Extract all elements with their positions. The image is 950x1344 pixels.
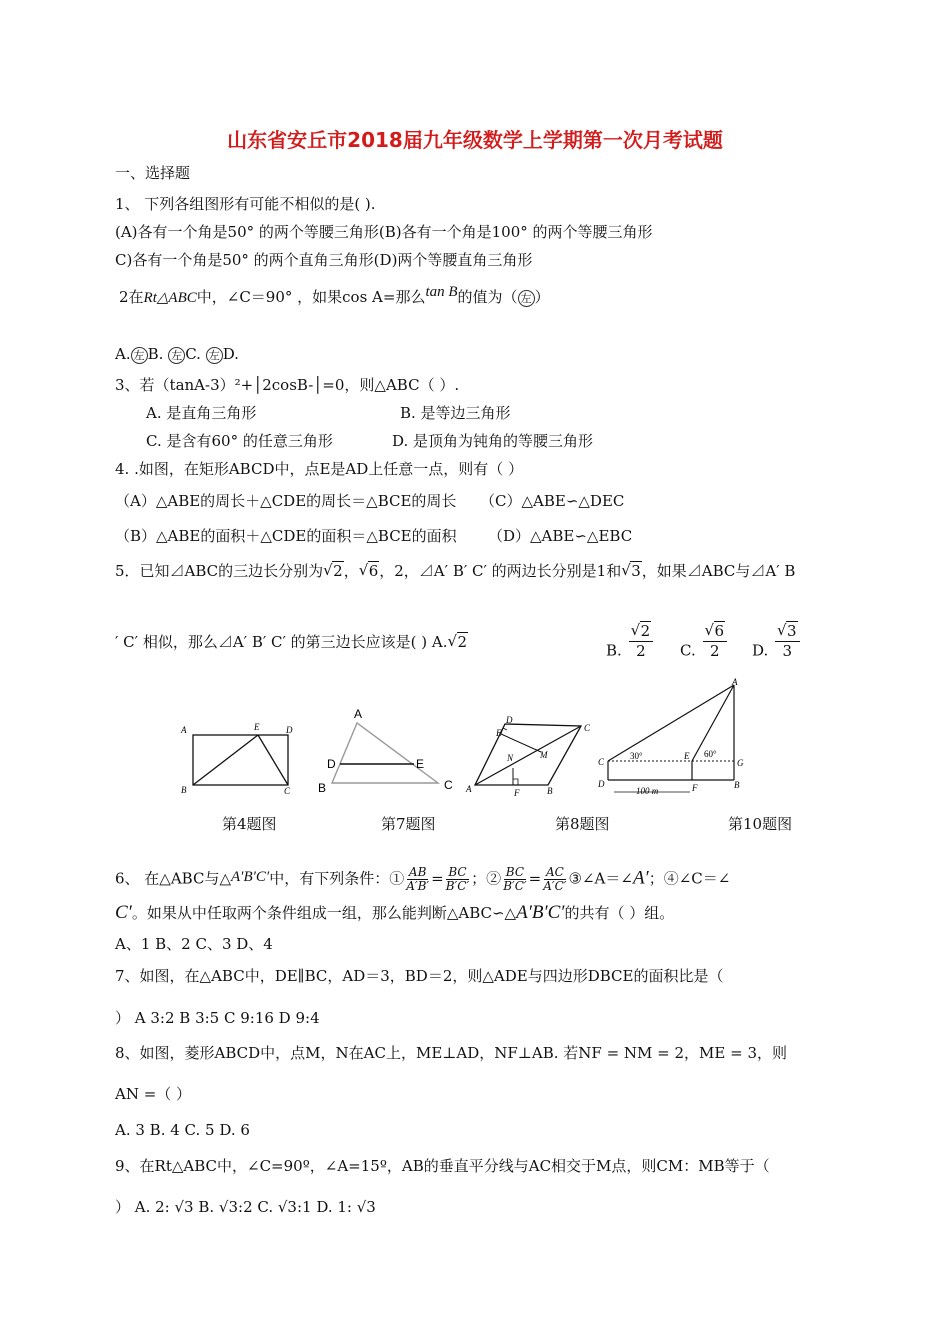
figure-10-tower: [594, 675, 754, 805]
label-a: A: [181, 725, 187, 735]
q2-opt-a: A.: [115, 345, 131, 363]
q3-option-d: D. 是顶角为钝角的等腰三角形: [392, 432, 594, 450]
label-e: E: [684, 751, 690, 761]
question-2-options: [115, 344, 239, 364]
denominator: 2: [636, 642, 646, 660]
q6-angle-a: A′: [632, 867, 649, 889]
q2-suffix: 的值为（: [457, 288, 518, 306]
denominator: B′C′: [445, 879, 470, 893]
label-d: D: [506, 715, 513, 725]
label-c: C: [598, 757, 605, 767]
fraction: [629, 622, 654, 661]
q6-text-3: ；②: [471, 869, 502, 888]
fraction: [775, 622, 800, 661]
q4-option-d: （D）△ABE∽△EBC: [488, 527, 633, 545]
label-c: C: [584, 723, 591, 733]
figure-7-caption: 第7题图: [381, 815, 436, 833]
figure-10-caption: 第10题图: [728, 815, 793, 833]
question-3-stem: 3、若（tanA-3）²+│2cosB-│=0，则△ABC（ ）.: [115, 376, 460, 394]
label-c: C: [284, 786, 291, 796]
question-8-options: A. 3 B. 4 C. 5 D. 6: [115, 1121, 250, 1139]
numerator: AC: [545, 865, 564, 879]
fraction-bc-ratio: [503, 866, 526, 893]
label-e: E: [496, 728, 502, 738]
missing-formula-mark: 左: [168, 347, 185, 364]
q2-opt-c: C.: [185, 345, 201, 363]
q5-text-3: ，如果⊿ABC与⊿A′ B: [641, 562, 796, 580]
question-2-stem: [119, 284, 550, 308]
label-c: C: [444, 778, 453, 792]
figure-8-caption: 第8题图: [555, 815, 610, 833]
option-label: B.: [606, 641, 622, 660]
numerator: BC: [505, 865, 525, 879]
q5-option-c: [680, 622, 729, 671]
label-f: F: [514, 788, 520, 798]
radicand: 3: [631, 562, 641, 580]
question-1-options-cd: C)各有一个角是50° 的两个直角三角形(D)两个等腰直角三角形: [115, 251, 533, 269]
q5-text-2: ，2，⊿A′ B′ C′ 的两边长分别是1和: [379, 562, 622, 580]
page-title: 山东省安丘市2018届九年级数学上学期第一次月考试题: [227, 128, 723, 152]
q2-prefix: 2在: [119, 288, 144, 306]
fraction-ab-ratio: [406, 866, 429, 893]
fraction: [703, 622, 728, 661]
label-b: B: [318, 781, 327, 795]
label-g: G: [737, 758, 744, 768]
question-6-line1: 6、 在△ABC与△A′B′C′中，有下列条件：① $\frac{AB}{A'B'}$ = $\frac{BC}{B'C'}$ ；② $\frac{BC}{B'C'}$ = $\frac{AC}{A'C'}$ ③∠A＝∠A′；④∠C＝∠: [115, 865, 731, 893]
angle-60: 60°: [704, 749, 717, 759]
radicand: 6: [368, 562, 379, 580]
missing-formula-mark: 左: [518, 290, 535, 307]
q2-close: ）: [534, 288, 550, 306]
question-6-line2: [115, 903, 674, 923]
question-1-stem: 1、 下列各组图形有可能不相似的是( ).: [115, 195, 376, 213]
option-label: C.: [680, 641, 696, 660]
q4-option-a: （A）△ABE的周长＋△CDE的周长＝△BCE的周长: [115, 492, 457, 510]
label-b: B: [734, 780, 740, 790]
sqrt-2: [448, 632, 469, 652]
q6-text-6: 。如果从中任取两个条件组成一组，那么能判断△ABC∽△: [131, 904, 517, 922]
q5-option-d: [752, 622, 802, 671]
figure-8-rhombus: [463, 712, 598, 802]
label-n: N: [507, 753, 514, 763]
q6-text-4: ③∠A＝∠: [568, 869, 633, 888]
q2-opt-d: D.: [222, 345, 239, 363]
q6-text-7: 的共有（ ）组。: [564, 904, 675, 922]
denominator: 3: [782, 642, 793, 660]
denominator: B′C′: [503, 879, 527, 893]
distance-label: 100 m: [636, 786, 659, 796]
q2-mid: 中，∠C＝90° ，如果cos A=那么: [196, 288, 426, 306]
missing-formula-mark: 左: [131, 347, 148, 364]
label-d: D: [286, 725, 293, 735]
comma: ，: [343, 562, 359, 580]
question-7-stem: 7、如图，在△ABC中，DE∥BC，AD＝3，BD＝2，则△ADE与四边形DBCE的面积比是（: [115, 967, 724, 985]
radicand: 2: [640, 622, 651, 640]
label-b: B: [181, 785, 187, 795]
figure-7-triangle: [310, 705, 460, 800]
figure-4-rectangle: [178, 720, 298, 800]
label-a: A: [466, 784, 472, 794]
denominator: A′B′: [406, 879, 430, 893]
label-f: F: [692, 783, 698, 793]
numerator: BC: [448, 865, 467, 879]
label-e: E: [416, 757, 425, 771]
option-label: D.: [752, 641, 769, 660]
label-a: A: [732, 677, 738, 687]
denominator: 2: [710, 642, 720, 660]
fraction-bc-ratio: [446, 866, 469, 893]
q5-text-1: 5．已知⊿ABC的三边长分别为: [115, 562, 324, 580]
question-9-options: ） A. 2: √3 B. √3:2 C. √3:1 D. 1: √3: [115, 1198, 376, 1216]
question-7-options: ） A 3:2 B 3:5 C 9:16 D 9:4: [115, 1009, 320, 1027]
q5-text-4: ′ C′ 相似，那么⊿A′ B′ C′ 的第三边长应该是( ) A.: [115, 633, 448, 651]
angle-30: 30°: [630, 751, 643, 761]
q6-text-5: ；④∠C＝∠: [648, 869, 731, 888]
q6-text-2: 中，有下列条件：①: [269, 869, 405, 888]
fraction-ac-ratio: [543, 866, 566, 893]
question-5-line2: [115, 632, 468, 652]
question-1-options-ab: (A)各有一个角是50° 的两个等腰三角形(B)各有一个角是100° 的两个等腰三角形: [115, 223, 653, 241]
sqrt-6: [359, 561, 380, 581]
q3-option-c: C. 是含有60° 的任意三角形: [146, 432, 333, 450]
q2-tanb: tan B: [425, 284, 458, 300]
missing-formula-mark: 左: [206, 347, 223, 364]
label-d: D: [598, 779, 605, 789]
question-4-stem: 4. .如图，在矩形ABCD中，点E是AD上任意一点，则有（ ）: [115, 460, 524, 478]
radicand: 2: [333, 562, 343, 580]
label-d: D: [327, 757, 336, 771]
section-heading: 一、选择题: [115, 164, 191, 182]
figure-4-caption: 第4题图: [222, 815, 277, 833]
denominator: A′C′: [543, 879, 567, 893]
q2-opt-b: B.: [147, 345, 164, 363]
q4-option-b: （B）△ABE的面积＋△CDE的面积＝△BCE的面积: [115, 527, 457, 545]
q6-angle-c: C′: [115, 902, 132, 923]
question-8-line2: AN =（ ）: [115, 1085, 192, 1103]
label-a: A: [354, 707, 363, 721]
sqrt-2: [323, 561, 344, 581]
radicand: 2: [457, 633, 468, 651]
question-6-options: A、1 B、2 C、3 D、4: [115, 935, 273, 953]
sqrt-3: [621, 561, 642, 581]
label-e: E: [254, 722, 260, 732]
q3-option-b: B. 是等边三角形: [400, 404, 511, 422]
q2-triangle: Rt△ABC: [143, 290, 197, 306]
question-8-stem: 8、如图，菱形ABCD中，点M，N在AC上，ME⊥AD，NF⊥AB. 若NF = NM = 2，ME = 3，则: [115, 1044, 788, 1062]
q6-triangle: A′B′C′: [516, 902, 565, 923]
q6-text-1: 6、 在△ABC与△: [115, 869, 231, 888]
q4-option-c: （C）△ABE∽△DEC: [480, 492, 625, 510]
radicand: 6: [714, 622, 725, 640]
q5-option-b: [606, 622, 655, 671]
label-b: B: [547, 786, 553, 796]
numerator: AB: [408, 865, 427, 879]
question-9-stem: 9、在Rt△ABC中，∠C=90º，∠A=15º，AB的垂直平分线与AC相交于M点，则CM：MB等于（: [115, 1157, 770, 1175]
q3-option-a: A. 是直角三角形: [146, 404, 257, 422]
label-m: M: [540, 750, 548, 760]
radicand: 3: [787, 622, 797, 640]
q6-triangle: A′B′C′: [231, 868, 270, 885]
question-5-line1: [115, 561, 795, 581]
